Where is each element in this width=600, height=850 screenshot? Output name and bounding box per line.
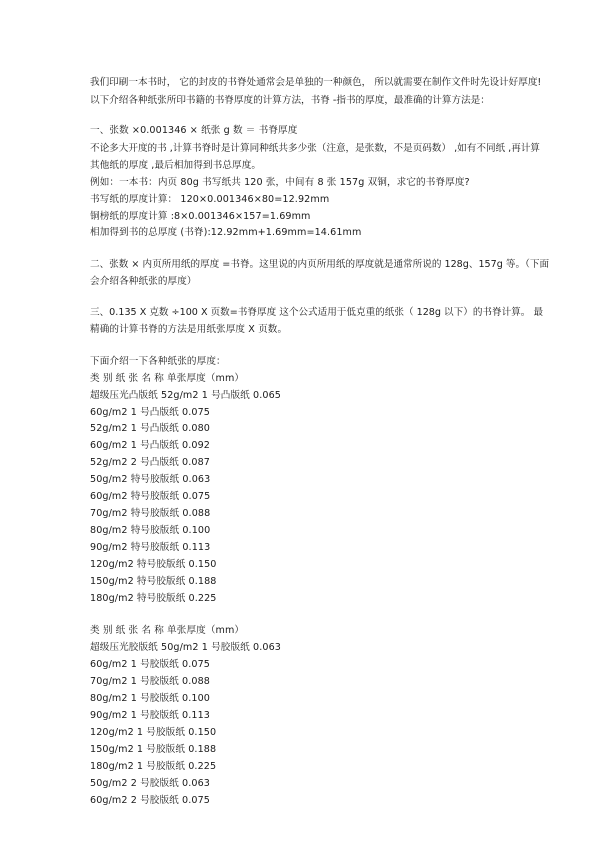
list2-item: 150g/m2 1 号胶版纸 0.188 — [90, 744, 217, 755]
intro-line-1: 我们印刷一本书时， 它的封皮的书脊处通常会是单独的一种颜色， 所以就需要在制作文件时先设计好厚度! — [90, 77, 542, 88]
list2-item: 90g/m2 1 号胶版纸 0.113 — [90, 710, 210, 721]
list2-item: 60g/m2 2 号胶版纸 0.075 — [90, 795, 210, 806]
section1-body-line-2: 其他纸的厚度 ,最后相加得到书总厚度。 — [90, 160, 262, 171]
list1-item: 70g/m2 特号胶版纸 0.088 — [90, 508, 211, 519]
list1-item: 60g/m2 1 号凸版纸 0.075 — [90, 407, 210, 418]
list2-item: 超级压光胶版纸 50g/m2 1 号胶版纸 0.063 — [90, 642, 281, 653]
list1-item: 52g/m2 1 号凸版纸 0.080 — [90, 423, 210, 434]
list1-item: 90g/m2 特号胶版纸 0.113 — [90, 542, 211, 553]
list1-item: 150g/m2 特号胶版纸 0.188 — [90, 576, 217, 587]
list1-item: 50g/m2 特号胶版纸 0.063 — [90, 474, 211, 485]
list1-item: 60g/m2 1 号凸版纸 0.092 — [90, 440, 210, 451]
section1-example: 例如：一本书：内页 80g 书写纸共 120 张，中间有 8 张 157g 双铜，求它的书脊厚度? — [90, 177, 470, 188]
list1-intro: 下面介绍一下各种纸张的厚度： — [90, 356, 226, 367]
section1-calc-2: 铜榜纸的厚度计算 :8×0.001346×157=1.69mm — [90, 211, 311, 222]
list2-item: 180g/m2 1 号胶版纸 0.225 — [90, 761, 217, 772]
list2-header: 类 别 纸 张 名 称 单张厚度（mm） — [90, 625, 245, 636]
section1-body-line-1: 不论多大开度的书 ,计算书脊时是计算同种纸共多少张（注意，是张数，不是页码数） ,如有不同纸 ,再计算 — [90, 143, 541, 154]
list2-item: 120g/m2 1 号胶版纸 0.150 — [90, 727, 217, 738]
list1-item: 180g/m2 特号胶版纸 0.225 — [90, 593, 217, 604]
list1-item: 60g/m2 特号胶版纸 0.075 — [90, 491, 211, 502]
list1-item: 52g/m2 2 号凸版纸 0.087 — [90, 457, 210, 468]
list2-item: 50g/m2 2 号胶版纸 0.063 — [90, 778, 210, 789]
section1-calc-1: 书写纸的厚度计算： 120×0.001346×80=12.92mm — [90, 194, 330, 205]
section1-total: 相加得到书的总厚度 (书脊):12.92mm+1.69mm=14.61mm — [90, 227, 362, 238]
section1-heading: 一、张数 ×0.001346 × 纸张 g 数 ＝ 书脊厚度 — [90, 125, 298, 136]
intro-line-2: 以下介绍各种纸张所印书籍的书脊厚度的计算方法，书脊 -指书的厚度，最准确的计算方法是： — [90, 95, 490, 106]
section3-line-2: 精确的计算书脊的方法是用纸张厚度 X 页数。 — [90, 324, 288, 335]
list2-item: 70g/m2 1 号胶版纸 0.088 — [90, 676, 210, 687]
list1-item: 80g/m2 特号胶版纸 0.100 — [90, 525, 211, 536]
section3-line-1: 三、0.135 X 克数 ÷100 X 页数=书脊厚度 这个公式适用于低克重的纸张（ 128g 以下）的书脊计算。 最 — [90, 307, 544, 318]
list2-item: 80g/m2 1 号胶版纸 0.100 — [90, 693, 210, 704]
list1-header: 类 别 纸 张 名 称 单张厚度（mm） — [90, 373, 245, 384]
section2-line-2: 会介绍各种纸张的厚度） — [90, 276, 197, 287]
list1-item: 超级压光凸版纸 52g/m2 1 号凸版纸 0.065 — [90, 390, 281, 401]
list2-item: 60g/m2 1 号胶版纸 0.075 — [90, 659, 210, 670]
list1-item: 120g/m2 特号胶版纸 0.150 — [90, 559, 217, 570]
section2-line-1: 二、张数 × 内页所用纸的厚度 =书脊。这里说的内页所用纸的厚度就是通常所说的 128g、157g 等。（下面 — [90, 259, 550, 270]
